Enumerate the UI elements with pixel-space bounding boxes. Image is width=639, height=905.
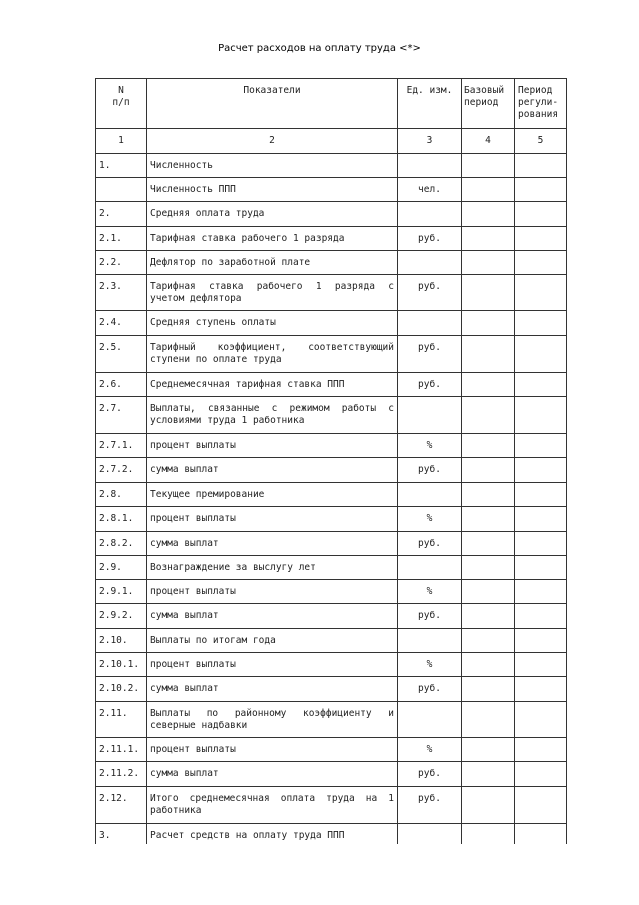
table-row [96, 653, 567, 677]
row-base-value [462, 762, 515, 787]
table-row [96, 154, 567, 178]
row-regulation-value [515, 227, 567, 251]
row-base-value [462, 629, 515, 653]
row-unit [398, 397, 462, 434]
row-base-value [462, 653, 515, 677]
row-indicator: Выплаты по итогам года [147, 629, 398, 653]
row-base-value [462, 738, 515, 762]
row-regulation-value [515, 580, 567, 604]
row-base-value [462, 580, 515, 604]
row-number: 2.11. [96, 702, 147, 738]
table-row [96, 373, 567, 397]
row-number: 2.4. [96, 311, 147, 336]
table-row [96, 275, 567, 311]
table-row [96, 507, 567, 532]
row-unit: % [398, 653, 462, 677]
row-regulation-value [515, 154, 567, 178]
row-base-value [462, 787, 515, 824]
row-unit [398, 483, 462, 507]
column-number: 3 [398, 129, 462, 154]
row-unit: руб. [398, 604, 462, 629]
row-unit: % [398, 434, 462, 458]
row-number: 1. [96, 154, 147, 178]
row-regulation-value [515, 458, 567, 483]
row-regulation-value [515, 702, 567, 738]
row-number: 2.10. [96, 629, 147, 653]
row-indicator: Вознаграждение за выслугу лет [147, 556, 398, 580]
row-number: 2.8.1. [96, 507, 147, 532]
row-base-value [462, 702, 515, 738]
row-unit: руб. [398, 227, 462, 251]
table-row [96, 738, 567, 762]
row-base-value [462, 434, 515, 458]
row-number: 2.3. [96, 275, 147, 311]
row-base-value [462, 507, 515, 532]
row-indicator: Итого среднемесячная оплата труда на 1 работника [147, 787, 398, 824]
row-unit [398, 824, 462, 845]
row-indicator: Тарифный коэффициент, соответствующий ступени по оплате труда [147, 336, 398, 373]
table-row [96, 397, 567, 434]
row-indicator: Численность ППП [147, 178, 398, 202]
row-regulation-value [515, 373, 567, 397]
row-number: 2.12. [96, 787, 147, 824]
document-title: Расчет расходов на оплату труда <*> [218, 43, 421, 54]
row-unit: руб. [398, 275, 462, 311]
row-number: 2.8.2. [96, 532, 147, 556]
row-indicator: Выплаты, связанные с режимом работы с условиями труда 1 работника [147, 397, 398, 434]
table-body [96, 154, 567, 845]
row-unit: руб. [398, 336, 462, 373]
table-row [96, 336, 567, 373]
row-regulation-value [515, 787, 567, 824]
table-row [96, 762, 567, 787]
row-base-value [462, 677, 515, 702]
table-row [96, 311, 567, 336]
row-regulation-value [515, 397, 567, 434]
row-regulation-value [515, 762, 567, 787]
row-indicator: сумма выплат [147, 458, 398, 483]
table-row [96, 556, 567, 580]
row-unit [398, 251, 462, 275]
row-number: 2.9.2. [96, 604, 147, 629]
row-base-value [462, 336, 515, 373]
table-row [96, 702, 567, 738]
column-numbers-row [96, 129, 567, 154]
row-number [96, 178, 147, 202]
row-indicator: Средняя ступень оплаты [147, 311, 398, 336]
row-indicator: Численность [147, 154, 398, 178]
table-row [96, 434, 567, 458]
row-indicator: процент выплаты [147, 738, 398, 762]
row-number: 2.5. [96, 336, 147, 373]
row-indicator: Среднемесячная тарифная ставка ППП [147, 373, 398, 397]
row-number: 2.10.1. [96, 653, 147, 677]
row-base-value [462, 275, 515, 311]
row-regulation-value [515, 483, 567, 507]
row-indicator: процент выплаты [147, 507, 398, 532]
table-row [96, 787, 567, 824]
row-number: 2.7.2. [96, 458, 147, 483]
row-indicator: процент выплаты [147, 580, 398, 604]
row-unit: руб. [398, 532, 462, 556]
row-indicator: сумма выплат [147, 532, 398, 556]
row-base-value [462, 227, 515, 251]
table-header-row [96, 79, 567, 129]
row-regulation-value [515, 275, 567, 311]
row-number: 2. [96, 202, 147, 227]
row-regulation-value [515, 532, 567, 556]
row-unit: руб. [398, 762, 462, 787]
row-unit [398, 702, 462, 738]
row-unit: % [398, 580, 462, 604]
row-unit: руб. [398, 677, 462, 702]
row-indicator: сумма выплат [147, 677, 398, 702]
row-indicator: Тарифная ставка рабочего 1 разряда [147, 227, 398, 251]
row-indicator: процент выплаты [147, 434, 398, 458]
row-indicator: процент выплаты [147, 653, 398, 677]
row-base-value [462, 824, 515, 845]
row-base-value [462, 604, 515, 629]
table-row [96, 483, 567, 507]
header-regulation-period: Период регули- рования [515, 79, 567, 129]
row-regulation-value [515, 311, 567, 336]
row-number: 2.11.2. [96, 762, 147, 787]
row-base-value [462, 202, 515, 227]
row-unit [398, 556, 462, 580]
header-number: N п/п [96, 79, 147, 129]
table-row [96, 604, 567, 629]
row-number: 2.6. [96, 373, 147, 397]
row-number: 3. [96, 824, 147, 845]
row-regulation-value [515, 604, 567, 629]
row-regulation-value [515, 677, 567, 702]
table-row [96, 251, 567, 275]
row-regulation-value [515, 251, 567, 275]
row-indicator: Средняя оплата труда [147, 202, 398, 227]
row-unit [398, 154, 462, 178]
row-indicator: Тарифная ставка рабочего 1 разряда с учетом дефлятора [147, 275, 398, 311]
row-indicator: сумма выплат [147, 762, 398, 787]
row-unit: руб. [398, 458, 462, 483]
row-regulation-value [515, 434, 567, 458]
header-base-period: Базовый период [462, 79, 515, 129]
row-base-value [462, 311, 515, 336]
row-base-value [462, 483, 515, 507]
row-unit [398, 202, 462, 227]
row-regulation-value [515, 824, 567, 845]
row-indicator: сумма выплат [147, 604, 398, 629]
row-unit: чел. [398, 178, 462, 202]
row-indicator: Дефлятор по заработной плате [147, 251, 398, 275]
row-base-value [462, 556, 515, 580]
row-regulation-value [515, 556, 567, 580]
table-row [96, 824, 567, 845]
row-indicator: Текущее премирование [147, 483, 398, 507]
row-regulation-value [515, 178, 567, 202]
row-regulation-value [515, 507, 567, 532]
table-row [96, 178, 567, 202]
row-base-value [462, 178, 515, 202]
row-regulation-value [515, 738, 567, 762]
row-regulation-value [515, 653, 567, 677]
table-row [96, 629, 567, 653]
row-number: 2.7.1. [96, 434, 147, 458]
row-unit [398, 311, 462, 336]
row-regulation-value [515, 202, 567, 227]
row-number: 2.2. [96, 251, 147, 275]
row-number: 2.9.1. [96, 580, 147, 604]
table-row [96, 580, 567, 604]
row-base-value [462, 397, 515, 434]
column-number: 2 [147, 129, 398, 154]
row-number: 2.9. [96, 556, 147, 580]
row-regulation-value [515, 336, 567, 373]
table-row [96, 677, 567, 702]
header-indicator: Показатели [147, 79, 398, 129]
row-base-value [462, 373, 515, 397]
column-number: 4 [462, 129, 515, 154]
row-regulation-value [515, 629, 567, 653]
row-number: 2.1. [96, 227, 147, 251]
table-row [96, 458, 567, 483]
column-number: 1 [96, 129, 147, 154]
row-unit: руб. [398, 373, 462, 397]
row-number: 2.7. [96, 397, 147, 434]
row-unit [398, 629, 462, 653]
row-indicator: Выплаты по районному коэффициенту и северные надбавки [147, 702, 398, 738]
header-unit: Ед. изм. [398, 79, 462, 129]
row-unit: % [398, 507, 462, 532]
row-base-value [462, 251, 515, 275]
row-number: 2.10.2. [96, 677, 147, 702]
row-unit: руб. [398, 787, 462, 824]
row-number: 2.11.1. [96, 738, 147, 762]
row-number: 2.8. [96, 483, 147, 507]
labor-costs-table [95, 78, 567, 844]
table-row [96, 532, 567, 556]
table-row [96, 202, 567, 227]
row-unit: % [398, 738, 462, 762]
column-number: 5 [515, 129, 567, 154]
table-row [96, 227, 567, 251]
row-base-value [462, 458, 515, 483]
row-base-value [462, 532, 515, 556]
row-indicator: Расчет средств на оплату труда ППП [147, 824, 398, 845]
row-base-value [462, 154, 515, 178]
